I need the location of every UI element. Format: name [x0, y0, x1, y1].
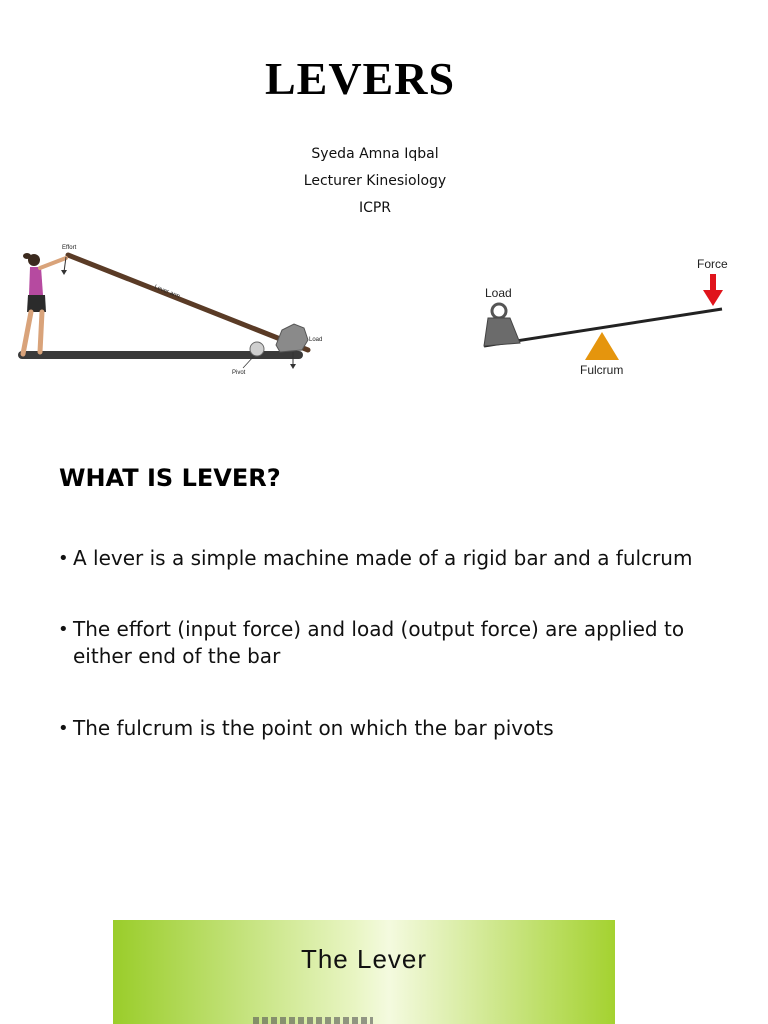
- author-name: Syeda Amna Iqbal: [311, 146, 439, 162]
- pivot-label: Pivot: [232, 370, 246, 376]
- rock-icon: [276, 324, 308, 352]
- seesaw-lever-diagram: [478, 250, 738, 380]
- pivot-icon: [250, 342, 264, 356]
- lever-arm-label: Lever arm: [153, 284, 181, 300]
- section-heading: WHAT IS LEVER?: [59, 464, 281, 492]
- fulcrum-triangle: [585, 332, 619, 360]
- banner-cut-off-text: [253, 1017, 373, 1024]
- bullet-item: • The fulcrum is the point on which the bar pivots: [58, 715, 748, 742]
- banner-title: The Lever: [300, 944, 428, 974]
- lever-person-illustration: [10, 240, 330, 380]
- load-label: Load: [485, 286, 512, 300]
- force-arrow-icon: [703, 274, 723, 306]
- load-label: Load: [309, 337, 323, 343]
- page-title: LEVERS: [264, 53, 456, 104]
- institution: ICPR: [358, 200, 392, 216]
- fulcrum-label: Fulcrum: [580, 363, 624, 377]
- effort-label: Effort: [62, 245, 77, 251]
- person-icon: [23, 253, 66, 354]
- bullet-list: [58, 545, 748, 742]
- bullet-item: • A lever is a simple machine made of a rigid bar and a fulcrum: [58, 545, 748, 572]
- lever-bar: [68, 255, 308, 350]
- force-label: Force: [697, 257, 728, 271]
- bullet-item: • The effort (input force) and load (output force) are applied to either end of the bar: [58, 616, 748, 670]
- video-title-banner[interactable]: [113, 920, 615, 1024]
- author-role: Lecturer Kinesiology: [303, 173, 447, 189]
- weight-icon: [484, 304, 520, 346]
